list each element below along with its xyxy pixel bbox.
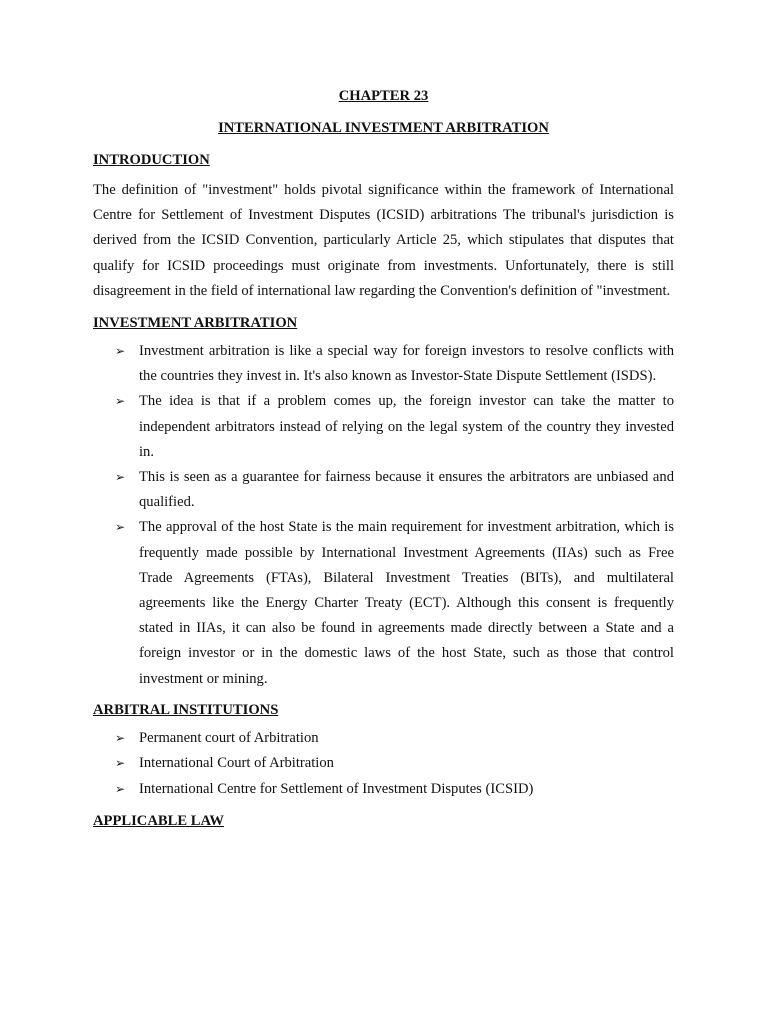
list-item: [115, 777, 674, 803]
arrowhead-bullet-icon: ➢: [115, 756, 126, 771]
list-item-text: This is seen as a guarantee for fairness because it ensures the arbitrators are unbiased and qualified.: [139, 469, 674, 511]
arbitral-institutions-heading: ARBITRAL INSTITUTIONS: [93, 701, 279, 718]
introduction-heading: INTRODUCTION: [93, 152, 210, 168]
list-item: [115, 726, 674, 752]
list-item-text: Investment arbitration is like a special way for foreign investors to resolve conflicts with the countries they invest in. It's also known as Investor-State Dispute Settlement (ISDS).: [139, 343, 674, 385]
arrowhead-bullet-icon: ➢: [115, 730, 126, 745]
arrowhead-bullet-icon: ➢: [115, 782, 126, 797]
list-item: [115, 389, 674, 465]
list-item: [115, 339, 674, 389]
applicable-law-heading: APPLICABLE LAW: [93, 812, 224, 829]
investment-arbitration-list: [93, 339, 674, 692]
arrowhead-bullet-icon: ➢: [115, 344, 126, 359]
list-item-text: Permanent court of Arbitration: [139, 729, 319, 746]
investment-arbitration-heading: INVESTMENT ARBITRATION: [93, 315, 298, 332]
arbitral-institutions-list: [93, 726, 674, 803]
list-item-text: The idea is that if a problem comes up, the foreign investor can take the matter to independent arbitrators instead of relying on the legal system of the country they invested in.: [139, 393, 674, 460]
list-item: [115, 515, 674, 691]
list-item-text: International Court of Arbitration: [139, 755, 334, 772]
list-item: [115, 751, 674, 777]
arrowhead-bullet-icon: ➢: [115, 470, 126, 485]
chapter-number: CHAPTER 23: [338, 88, 429, 104]
chapter-title: INTERNATIONAL INVESTMENT ARBITRATION: [218, 120, 549, 136]
introduction-paragraph: The definition of "investment" holds pivotal significance within the framework of International Centre for Settlement of Investment Disputes (ICSID) arbitrations The tribunal's jurisdiction is derived from the ICSID Convention, particularly Article 25, which stipulates that disputes that qualify for ICSID proceedings must originate from investments. Unfortunately, there is still disagreement in the field of international law regarding the Convention's definition of "investment.: [93, 182, 674, 299]
arrowhead-bullet-icon: ➢: [115, 394, 126, 409]
list-item-text: International Centre for Settlement of Investment Disputes (ICSID): [139, 781, 534, 798]
list-item-text: The approval of the host State is the main requirement for investment arbitration, which is frequently made possible by International Investment Agreements (IIAs) such as Free Trade Agreements (FTAs), Bilateral Investment Treaties (BITs), and multilateral agreements like the Energy Charter Treaty (ECT). Although this consent is frequently stated in IIAs, it can also be found in agreements made directly between a State and a foreign investor or in the domestic laws of the host State, such as those that control investment or mining.: [139, 519, 674, 687]
list-item: [115, 465, 674, 515]
arrowhead-bullet-icon: ➢: [115, 520, 126, 535]
